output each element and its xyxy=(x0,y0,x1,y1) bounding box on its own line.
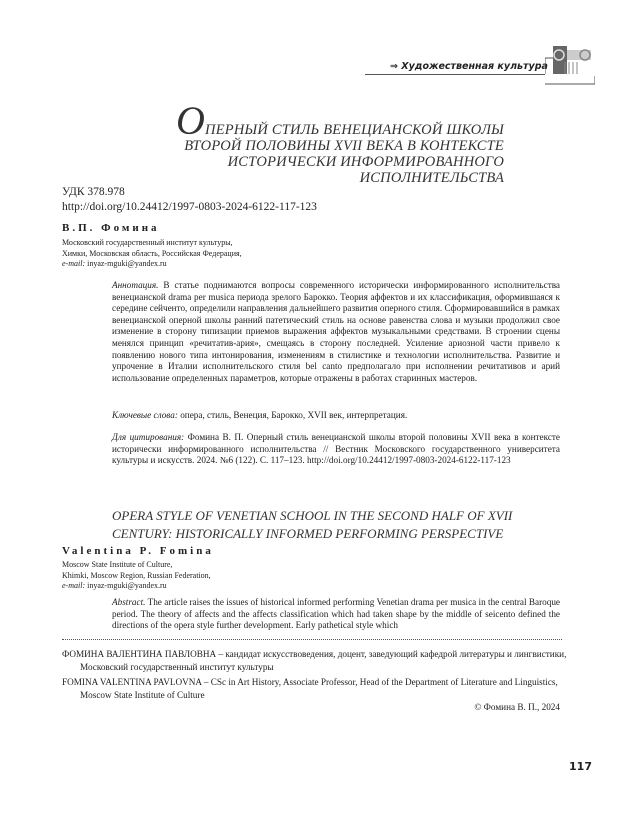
abstract-en xyxy=(112,597,560,632)
abstract-ru xyxy=(112,280,560,384)
author-name-ru: В.П. Фомина xyxy=(62,222,160,234)
abstract-label: Аннотация. xyxy=(112,280,159,290)
ionic-column-logo-icon xyxy=(545,46,595,86)
section-rubric xyxy=(390,61,548,72)
author-affiliation-en xyxy=(62,560,211,592)
udk-code: УДК 378.978 xyxy=(62,186,125,198)
rubric-label: Художественная культура xyxy=(401,61,548,72)
email-link[interactable]: inyaz-mguki@yandex.ru xyxy=(87,259,167,268)
copyright: © Фомина В. П., 2024 xyxy=(474,702,560,712)
arrow-icon: ⇒ xyxy=(390,61,398,72)
abstract-text: The article raises the issues of historical informed performing Venetian drama per musica in the central Baroque period. The theory of affects and the affects classification which had taken shape by the middle of seicento defined the directions of the opera style further development. Early pathetical style which xyxy=(112,597,560,631)
email-label: e-mail: xyxy=(62,581,86,590)
udk-block xyxy=(62,185,317,215)
keywords-label: Ключевые слова: xyxy=(112,410,178,420)
citation-ru xyxy=(112,432,560,467)
page-number: 117 xyxy=(569,760,592,773)
citation-label: Для цитирования: xyxy=(112,432,185,442)
keywords-text: опера, стиль, Венеция, Барокко, XVII век, интерпретация. xyxy=(180,410,408,420)
author-note-en: FOMINA VALENTINA PAVLOVNA – CSc in Art History, Associate Professor, Head of the Department of Literature and Linguistics, Moscow State Institute of Culture xyxy=(62,677,558,700)
doi-link[interactable]: http://doi.org/10.24412/1997-0803-2024-6122-117-123 xyxy=(62,201,317,213)
abstract-label: Abstract. xyxy=(112,597,146,607)
author-name-en: Valentina P. Fomina xyxy=(62,545,214,557)
citation-text: Фомина В. П. Оперный стиль венецианской школы второй половины XVII века в контексте исторически информированного исполнительства // Вестник Московского государственного университета культуры и искусств. 2024. №6 (122). С. 117–123. http://doi.org/10.24412/1997-0803-2024-6122-117-123 xyxy=(112,432,561,466)
affiliation-line: Moscow State Institute of Culture, xyxy=(62,560,173,569)
email-label: e-mail: xyxy=(62,259,86,268)
email-link[interactable]: inyaz-mguki@yandex.ru xyxy=(87,581,167,590)
abstract-text: В статье поднимаются вопросы современного исторически информированного исполнительства венецианской drama per musica периода зрелого Барокко. Теория аффектов и их классификация, оформившаяся к середине сейченто, определили направления дальнейшего развития оперного стиля. Сформировавшийся в рамках венецианской оперной школы ранний патетический стиль на основе равенства слова и музыки продолжил свое изменение в сторону типизации приемов выражения аффектов музыкальными средствами. В строении сцены менялся принцип «речитатив-ария», смещаясь в сторону последней. Усиление ариозной части привело к появлению нового типа интонирования, изменениям в стилистике и технологии исполнительства. Развитие и упрочение в Италии исполнительского стиля bel canto предполагало при исполнении речитативов и арий использование определенных параметров, которые отражены в работах старинных мастеров. xyxy=(112,280,560,383)
title-initial: О xyxy=(175,98,206,143)
article-title-en: OPERA STYLE OF VENETIAN SCHOOL IN THE SECOND HALF OF XVII CENTURY: HISTORICALLY INFORMED PERFORMING PERSPECTIVE xyxy=(112,508,513,541)
article-title xyxy=(124,98,504,186)
affiliation-line: Химки, Московская область, Российская Федерация, xyxy=(62,248,242,258)
author-affiliation-ru xyxy=(62,238,242,270)
keywords-ru xyxy=(112,410,560,422)
affiliation-line: Khimki, Moscow Region, Russian Federation, xyxy=(62,570,211,580)
header-rule xyxy=(365,74,545,75)
author-note-ru: ФОМИНА ВАЛЕНТИНА ПАВЛОВНА – кандидат искусствоведения, доцент, заведующий кафедрой литературы и лингвистики, Московский государственный институт культуры xyxy=(62,649,567,672)
footnote-divider xyxy=(62,639,562,640)
title-text: ПЕРНЫЙ СТИЛЬ ВЕНЕЦИАНСКОЙ ШКОЛЫ ВТОРОЙ ПОЛОВИНЫ XVII ВЕКА В КОНТЕКСТЕ ИСТОРИЧЕСКИ ИНФОРМИРОВАННОГО ИСПОЛНИТЕЛЬСТВА xyxy=(184,122,504,186)
affiliation-line: Московский государственный институт культуры, xyxy=(62,238,233,247)
